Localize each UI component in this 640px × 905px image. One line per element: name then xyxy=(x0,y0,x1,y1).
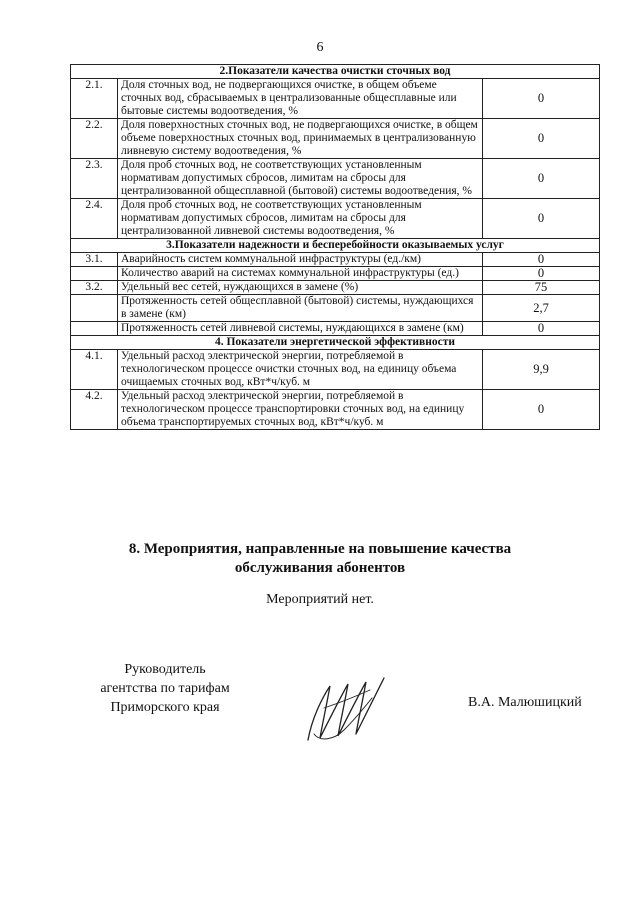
row-value: 0 xyxy=(483,267,600,281)
row-text: Аварийность систем коммунальной инфраструктуры (ед./км) xyxy=(118,253,483,267)
section-header-row xyxy=(71,336,600,350)
row-value: 2,7 xyxy=(483,295,600,322)
table-row xyxy=(71,253,600,267)
row-text: Удельный расход электрической энергии, потребляемой в технологическом процессе очистки сточных вод, на единицу объема очищаемых сточных вод, кВт*ч/куб. м xyxy=(118,350,483,390)
heading-line: 8. Мероприятия, направленные на повышение качества xyxy=(128,541,512,557)
row-number xyxy=(71,267,118,281)
row-value: 0 xyxy=(483,322,600,336)
section-header-row xyxy=(71,65,600,79)
row-value: 0 xyxy=(483,119,600,159)
row-number: 2.1. xyxy=(71,79,118,119)
table-row xyxy=(71,159,600,199)
row-value: 0 xyxy=(483,79,600,119)
table-row xyxy=(71,322,600,336)
table-row xyxy=(71,79,600,119)
row-text: Доля проб сточных вод, не соответствующих установленным нормативам допустимых сбросов, лимитам на сбросы для централизованной общесплавной (бытовой) системы водоотведения, % xyxy=(118,159,483,199)
section-title: 3.Показатели надежности и бесперебойности оказываемых услуг xyxy=(71,239,600,253)
row-value: 0 xyxy=(483,159,600,199)
row-value: 75 xyxy=(483,281,600,295)
table-row xyxy=(71,390,600,430)
table-row xyxy=(71,267,600,281)
section-header-row xyxy=(71,239,600,253)
signer-title-line: агентства по тарифам xyxy=(100,681,230,696)
row-number: 2.2. xyxy=(71,119,118,159)
row-text: Доля сточных вод, не подвергающихся очистке, в общем объеме сточных вод, сбрасываемых в централизованные общесплавные или бытовые системы водоотведения, % xyxy=(118,79,483,119)
signature-icon xyxy=(300,668,390,748)
heading-line: обслуживания абонентов xyxy=(234,560,406,576)
row-number xyxy=(71,322,118,336)
row-value: 0 xyxy=(483,199,600,239)
row-text: Удельный расход электрической энергии, потребляемой в технологическом процессе транспортировки сточных вод, на единицу объема транспортируемых сточных вод, кВт*ч/куб. м xyxy=(118,390,483,430)
signer-name: В.А. Малюшицкий xyxy=(468,695,582,710)
row-text: Протяженность сетей ливневой системы, нуждающихся в замене (км) xyxy=(118,322,483,336)
section-8-heading xyxy=(0,540,640,578)
page-number: 6 xyxy=(316,40,324,55)
no-measures-text: Мероприятий нет. xyxy=(266,592,374,607)
row-text: Доля проб сточных вод, не соответствующих установленным нормативам допустимых сбросов, лимитам на сбросы для централизованной ливневой системы водоотведения, % xyxy=(118,199,483,239)
table-row xyxy=(71,281,600,295)
row-text: Количество аварий на системах коммунальной инфраструктуры (ед.) xyxy=(118,267,483,281)
section-title: 4. Показатели энергетической эффективности xyxy=(71,336,600,350)
row-number xyxy=(71,295,118,322)
table-row xyxy=(71,350,600,390)
signer-title-line: Руководитель xyxy=(124,662,206,677)
table-row xyxy=(71,119,600,159)
row-number: 2.4. xyxy=(71,199,118,239)
row-value: 9,9 xyxy=(483,350,600,390)
row-text: Удельный вес сетей, нуждающихся в замене (%) xyxy=(118,281,483,295)
row-text: Доля поверхностных сточных вод, не подвергающихся очистке, в общем объеме поверхностных сточных вод, принимаемых в централизованную ливневую систему водоотведения, % xyxy=(118,119,483,159)
section-title: 2.Показатели качества очистки сточных вод xyxy=(71,65,600,79)
handwritten-signature xyxy=(300,668,390,753)
indicators-table xyxy=(70,64,600,430)
row-number: 3.1. xyxy=(71,253,118,267)
row-number: 3.2. xyxy=(71,281,118,295)
row-number: 4.1. xyxy=(71,350,118,390)
signer-title xyxy=(80,660,250,717)
table-row xyxy=(71,199,600,239)
row-number: 4.2. xyxy=(71,390,118,430)
table-row xyxy=(71,295,600,322)
row-text: Протяженность сетей общесплавной (бытовой) системы, нуждающихся в замене (км) xyxy=(118,295,483,322)
row-number: 2.3. xyxy=(71,159,118,199)
row-value: 0 xyxy=(483,390,600,430)
signer-title-line: Приморского края xyxy=(110,700,220,715)
row-value: 0 xyxy=(483,253,600,267)
